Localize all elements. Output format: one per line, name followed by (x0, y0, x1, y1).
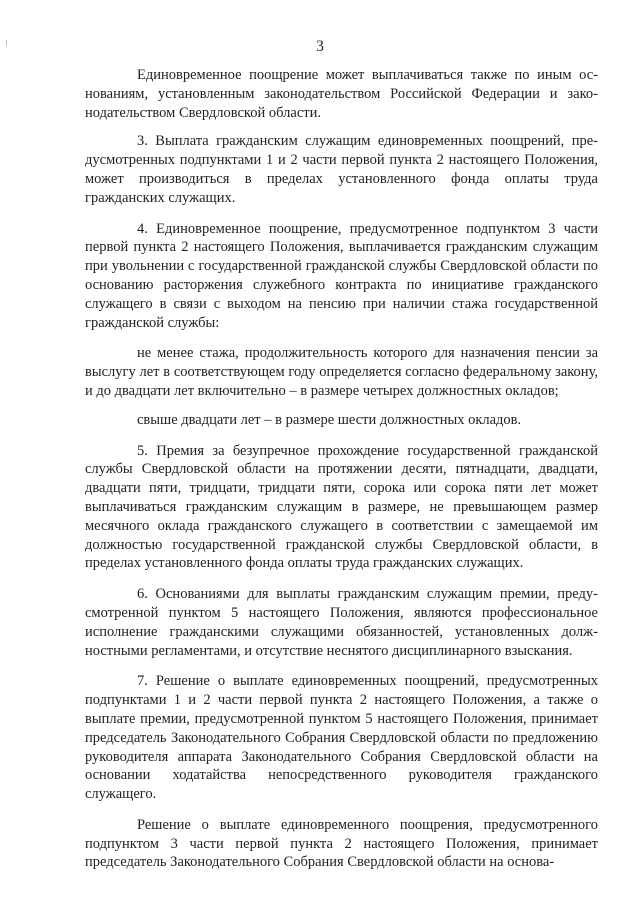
paragraph-6-award-grounds: 6. Основаниями для выплаты гражданским служащим премии, предусмотренной пунктом 5 настоящего Положения, являются профессиональное исполнение гражданскими служащими обязанностей, установленных должностными регламентами, и отсутствие неснятого дисциплинарного взыскания. (85, 586, 598, 659)
paragraph-4-retirement-bonus: 4. Единовременное поощрение, предусмотренное подпунктом 3 части первой пункта 2 настоящего Положения, выплачивается гражданским служащим при увольнении с государственной гражданской службы Свердловской области по основанию расторжения служебного контракта по инициативе гражданского служащего в связи с выходом на пенсию при наличии стажа государственной гражданской службы: (85, 220, 598, 331)
paragraph-5-service-award: 5. Премия за безупречное прохождение государственной гражданской службы Свердловской области на протяжении десяти, пятнадцати, двадцати, двадцати пяти, тридцати, тридцати пяти, сорока или сорока пяти лет может выплачиваться гражданским служащим в размере, не превышающем размер месячного оклада гражданского служащего в соответствии с замещаемой им должностью государственной гражданской службы Свердловской области, в пределах установленного фонда оплаты труда гражданских служащих. (85, 442, 598, 572)
paragraph-4-up-to-twenty-years: не менее стажа, продолжительность которого для назначения пенсии за выслугу лет в соответствующем году определяется согласно федеральному закону, и до двадцати лет включительно – в размере четырех должностных окладов; (85, 345, 598, 399)
paragraph-7-decision: 7. Решение о выплате единовременных поощрений, предусмотренных подпунктами 1 и 2 части первой пункта 2 настоящего Положения, а также о выплате премии, предусмотренной пунктом 5 настоящего Положения, принимает председатель Законодательного Собрания Свердловской области по предложению руководителя аппарата Законодательного Собрания Свердловской области на основании ходатайства непосредственного руководителя гражданского служащего. (85, 673, 598, 803)
paragraph-3-payment-limits: 3. Выплата гражданским служащим единовременных поощрений, предусмотренных подпунктами 1 и 2 части первой пункта 2 настоящего Положения, может производиться в пределах установленного фонда оплаты труда гражданских служащих. (85, 133, 598, 206)
paragraph-7-retirement-decision: Решение о выплате единовременного поощрения, предусмотренного подпунктом 3 части первой пункта 2 настоящего Положения, принимает председатель Законодательного Собрания Свердловской области на основа- (85, 816, 598, 871)
page-number: 3 (316, 38, 324, 55)
document-body (85, 66, 598, 884)
paragraph-4-over-twenty-years: свыше двадцати лет – в размере шести должностных окладов. (137, 411, 522, 428)
paragraph-additional-grounds: Единовременное поощрение может выплачиваться также по иным основаниям, установленным законодательством Российской Федерации и законодательством Свердловской области. (85, 67, 598, 121)
